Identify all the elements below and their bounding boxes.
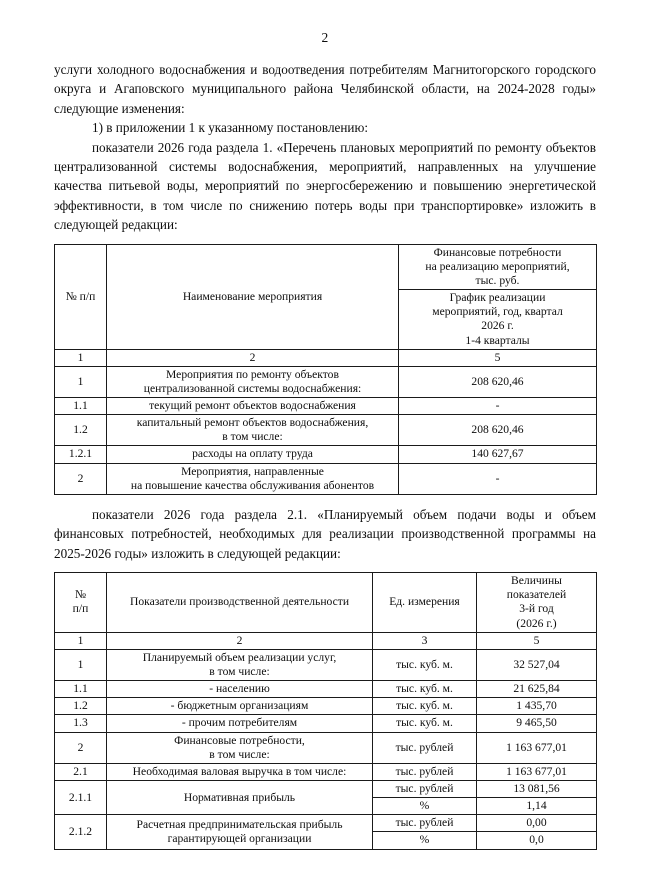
table2-colnum-2: 2 <box>107 632 373 649</box>
table1-row1-num: 1.1 <box>55 398 107 415</box>
table-row <box>55 573 597 633</box>
table2-row0-name-line1: Планируемый объем реализации услуг, <box>142 650 337 664</box>
paragraph-4: показатели 2026 года раздела 2.1. «Планируемый объем подачи воды и объем финансовых потребностей, необходимых для реализации производственной программы на 2025-2026 годы» изложить в следующей редакции: <box>54 506 596 561</box>
table2-header-indicator: Показатели производственной деятельности <box>107 573 373 633</box>
table2-row8-name-line1: Расчетная предпринимательская прибыль <box>136 817 343 831</box>
table2-row9-unit: % <box>373 832 477 849</box>
table1-row2-num: 1.2 <box>55 415 107 446</box>
table1-row3-num: 1.2.1 <box>55 446 107 463</box>
table2-row2-num: 1.2 <box>55 698 107 715</box>
table2-row6-name: Нормативная прибыль <box>107 780 373 814</box>
table-row <box>55 446 597 463</box>
table2-row0-value: 32 527,04 <box>477 649 597 680</box>
table2-row6-unit: тыс. рублей <box>373 780 477 797</box>
table2-row3-num: 1.3 <box>55 715 107 732</box>
table1-row3-name: расходы на оплату труда <box>107 446 399 463</box>
table2-row0-name-line2: в том числе: <box>209 664 270 678</box>
table2-header-value-line1: Величины <box>511 574 562 588</box>
table2-row4-unit: тыс. рублей <box>373 732 477 763</box>
table2-row3-unit: тыс. куб. м. <box>373 715 477 732</box>
table1-row0-num: 1 <box>55 366 107 397</box>
table2-row1-name: - населению <box>107 681 373 698</box>
table-repair-measures-2026 <box>54 244 597 495</box>
table2-colnum-3: 3 <box>373 632 477 649</box>
table-row <box>55 415 597 446</box>
paragraph-2: 1) в приложении 1 к указанному постановлению: <box>92 120 369 136</box>
table1-row3-value: 140 627,67 <box>399 446 597 463</box>
table-row <box>55 815 597 832</box>
table2-row3-name: - прочим потребителям <box>107 715 373 732</box>
table2-row8-unit: тыс. рублей <box>373 815 477 832</box>
table1-row1-value: - <box>399 398 597 415</box>
table1-row4-name-line1: Мероприятия, направленные <box>181 464 324 478</box>
table1-row4-name-line2: на повышение качества обслуживания абонентов <box>130 478 375 492</box>
table1-row0-name <box>107 366 399 397</box>
table-row <box>55 732 597 763</box>
table-row-numbering <box>55 632 597 649</box>
table1-colnum-1: 1 <box>55 349 107 366</box>
table-row <box>55 698 597 715</box>
table2-row3-value: 9 465,50 <box>477 715 597 732</box>
table2-row4-name-line1: Финансовые потребности, <box>174 733 305 747</box>
table1-row4-name <box>107 463 399 494</box>
table-row <box>55 649 597 680</box>
table2-colnum-4: 5 <box>477 632 597 649</box>
table-production-indicators-2026 <box>54 572 597 849</box>
table-row-numbering <box>55 349 597 366</box>
table2-row5-name: Необходимая валовая выручка в том числе: <box>107 763 373 780</box>
table1-row1-name: текущий ремонт объектов водоснабжения <box>107 398 399 415</box>
table1-row2-name-line1: капитальный ремонт объектов водоснабжения, <box>136 416 369 430</box>
table2-row5-unit: тыс. рублей <box>373 763 477 780</box>
table1-row4-num: 2 <box>55 463 107 494</box>
table2-row8-num: 2.1.2 <box>55 815 107 849</box>
table2-row4-value: 1 163 677,01 <box>477 732 597 763</box>
table2-header-value-line4: (2026 г.) <box>516 616 557 630</box>
table1-row4-value: - <box>399 463 597 494</box>
table1-row2-value: 208 620,46 <box>399 415 597 446</box>
table1-header-name: Наименование мероприятия <box>107 244 399 349</box>
table2-colnum-1: 1 <box>55 632 107 649</box>
table1-header-schedule-line4: 1-4 кварталы <box>465 333 530 347</box>
table2-row4-name <box>107 732 373 763</box>
table2-header-num-line2: п/п <box>72 602 89 616</box>
table2-header-unit: Ед. измерения <box>373 573 477 633</box>
table1-header-finance-line1: Финансовые потребности <box>433 245 562 259</box>
table-row <box>55 780 597 797</box>
table1-header-finance-line3: тыс. руб. <box>475 273 520 287</box>
table-row <box>55 366 597 397</box>
table1-header-finance-line2: на реализацию мероприятий, <box>425 259 570 273</box>
table-row <box>55 681 597 698</box>
table1-row2-name-line2: в том числе: <box>222 430 283 444</box>
page-number: 2 <box>321 30 329 45</box>
table1-row0-value: 208 620,46 <box>399 366 597 397</box>
table2-row8-name <box>107 815 373 849</box>
table2-row2-unit: тыс. куб. м. <box>373 698 477 715</box>
table2-row4-name-line2: в том числе: <box>209 747 270 761</box>
table2-row1-num: 1.1 <box>55 681 107 698</box>
table1-row2-name <box>107 415 399 446</box>
table2-row5-num: 2.1 <box>55 763 107 780</box>
table-row <box>55 244 597 289</box>
table2-header-value <box>477 573 597 633</box>
table2-row1-unit: тыс. куб. м. <box>373 681 477 698</box>
table2-row0-num: 1 <box>55 649 107 680</box>
table1-header-schedule-line3: 2026 г. <box>481 319 514 333</box>
table2-header-value-line2: показателей <box>506 588 567 602</box>
table1-header-num: № п/п <box>55 244 107 349</box>
table1-colnum-3: 5 <box>399 349 597 366</box>
table2-row9-value: 0,0 <box>477 832 597 849</box>
table2-row2-name: - бюджетным организациям <box>107 698 373 715</box>
table2-row7-unit: % <box>373 798 477 815</box>
table2-row8-value: 0,00 <box>477 815 597 832</box>
table2-header-num-line1: № <box>74 588 87 602</box>
table1-row0-name-line1: Мероприятия по ремонту объектов <box>166 367 339 381</box>
table1-row0-name-line2: централизованной системы водоснабжения: <box>143 381 362 395</box>
table-row <box>55 763 597 780</box>
table1-header-schedule-line1: График реализации <box>449 291 546 305</box>
table2-row0-unit: тыс. куб. м. <box>373 649 477 680</box>
table2-header-num <box>55 573 107 633</box>
table1-header-schedule <box>399 290 597 350</box>
table-row <box>55 463 597 494</box>
table1-colnum-2: 2 <box>107 349 399 366</box>
table-row <box>55 398 597 415</box>
paragraph-1: услуги холодного водоснабжения и водоотведения потребителям Магнитогорского городского округа и Агаповского муниципального района Челябинской области, на 2024-2028 годы» следующие изменения: <box>54 62 596 116</box>
table2-row0-name <box>107 649 373 680</box>
paragraph-3: показатели 2026 года раздела 1. «Перечень плановых мероприятий по ремонту объектов централизованной системы водоснабжения, мероприятий, направленных на улучшение качества питьевой воды, мероприятий по энергосбережению и повышению энергетической эффективности, в том числе по снижению потерь воды при транспортировке» изложить в следующей редакции: <box>54 139 596 233</box>
table2-row8-name-line2: гарантирующей организации <box>167 831 312 845</box>
table2-row7-value: 1,14 <box>477 798 597 815</box>
table2-row6-value: 13 081,56 <box>477 780 597 797</box>
table-row <box>55 715 597 732</box>
table1-header-finance <box>399 244 597 289</box>
table2-row2-value: 1 435,70 <box>477 698 597 715</box>
table2-row4-num: 2 <box>55 732 107 763</box>
table2-header-value-line3: 3-й год <box>519 602 554 616</box>
table2-row1-value: 21 625,84 <box>477 681 597 698</box>
table1-header-schedule-line2: мероприятий, год, квартал <box>432 305 563 319</box>
table2-row6-num: 2.1.1 <box>55 780 107 814</box>
table2-row5-value: 1 163 677,01 <box>477 763 597 780</box>
